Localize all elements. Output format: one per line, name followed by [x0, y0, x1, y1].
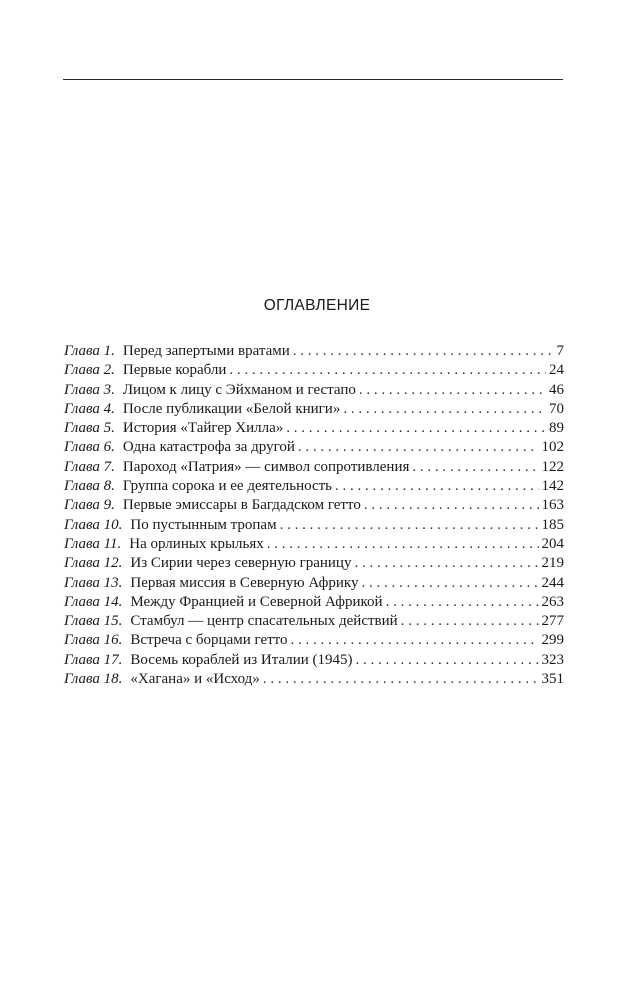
toc-chapter-label: Глава 1. [64, 343, 115, 359]
toc-chapter-label: Глава 5. [64, 420, 115, 437]
toc-page-number: 263 [541, 593, 564, 610]
toc-page-number: 142 [541, 478, 564, 495]
toc-chapter-label: Глава 4. [64, 400, 115, 417]
toc-page-number: 204 [541, 535, 564, 552]
toc-page-number: 299 [541, 632, 564, 649]
toc-dot-leader [386, 593, 539, 612]
toc-dot-leader [263, 670, 539, 689]
toc-chapter-title: Первые корабли [122, 362, 227, 379]
page-title: ОГЛАВЛЕНИЕ [263, 297, 371, 314]
toc-page-number: 46 [549, 381, 564, 398]
toc-entry [64, 381, 564, 400]
toc-chapter-label: Глава 14. [64, 593, 123, 610]
toc-entry [64, 535, 564, 554]
toc-chapter-title: Первые эмиссары в Багдадском гетто [122, 497, 361, 514]
toc-chapter-label: Глава 17. [64, 651, 123, 668]
toc-page-number: 277 [541, 613, 564, 630]
toc-chapter-title: Одна катастрофа за другой [122, 439, 295, 456]
toc-entry [64, 477, 564, 496]
toc-dot-leader [335, 477, 538, 496]
toc-dot-leader [359, 381, 546, 400]
toc-chapter-title: Из Сирии через северную границу [130, 555, 352, 572]
toc-dot-leader [401, 612, 539, 631]
toc-chapter-title: Стамбул — центр спасательных действий [130, 613, 398, 630]
toc-chapter-title: Пароход «Патрия» — символ сопротивления [122, 458, 410, 475]
toc-chapter-title: «Хагана» и «Исход» [130, 671, 260, 688]
toc-page-number: 323 [541, 651, 564, 668]
toc-dot-leader [361, 574, 538, 593]
toc-chapter-title: Лицом к лицу с Эйхманом и гестапо [122, 381, 356, 398]
toc-entry [64, 400, 564, 419]
toc-page-number: 122 [541, 458, 564, 475]
toc-dot-leader [280, 516, 539, 535]
toc-chapter-title: По пустынным тропам [130, 516, 277, 533]
toc-entry [64, 593, 564, 612]
toc-chapter-label: Глава 2. [64, 362, 115, 379]
table-of-contents [64, 342, 564, 689]
toc-dot-leader [293, 342, 554, 361]
toc-chapter-title: Первая миссия в Северную Африку [130, 574, 359, 591]
toc-page-number: 89 [549, 420, 564, 437]
toc-page-number: 102 [541, 439, 564, 456]
toc-chapter-label: Глава 7. [64, 458, 115, 475]
toc-page-number: 185 [541, 516, 564, 533]
toc-chapter-label: Глава 15. [64, 613, 123, 630]
toc-dot-leader [291, 631, 539, 650]
toc-dot-leader [229, 361, 546, 380]
toc-chapter-title: Восемь кораблей из Италии (1945) [130, 651, 353, 668]
toc-chapter-title: На орлиных крыльях [129, 535, 264, 552]
toc-entry [64, 554, 564, 573]
toc-dot-leader [412, 458, 538, 477]
toc-page-number: 70 [549, 400, 564, 417]
toc-entry [64, 342, 564, 361]
toc-chapter-label: Глава 12. [64, 555, 123, 572]
toc-chapter-title: Перед запертыми вратами [122, 343, 290, 359]
toc-dot-leader [354, 554, 538, 573]
toc-entry [64, 631, 564, 650]
toc-dot-leader [286, 419, 546, 438]
toc-entry [64, 496, 564, 515]
toc-dot-leader [267, 535, 539, 554]
toc-entry [64, 361, 564, 380]
toc-chapter-label: Глава 6. [64, 439, 115, 456]
toc-entry [64, 458, 564, 477]
toc-page-number: 351 [541, 671, 564, 688]
toc-chapter-title: Между Францией и Северной Африкой [130, 593, 383, 610]
toc-chapter-label: Глава 9. [64, 497, 115, 514]
toc-dot-leader [356, 651, 539, 670]
toc-page-number: 244 [541, 574, 564, 591]
toc-chapter-label: Глава 16. [64, 632, 123, 649]
toc-chapter-title: После публикации «Белой книги» [122, 400, 341, 417]
toc-chapter-label: Глава 8. [64, 478, 115, 495]
toc-entry [64, 612, 564, 631]
toc-chapter-label: Глава 11. [64, 535, 122, 552]
toc-chapter-title: История «Тайгер Хилла» [122, 420, 284, 437]
toc-chapter-title: Группа сорока и ее деятельность [122, 478, 333, 495]
toc-entry [64, 651, 564, 670]
toc-dot-leader [298, 438, 539, 457]
toc-entry [64, 574, 564, 593]
top-rule [63, 79, 563, 80]
toc-dot-leader [364, 496, 539, 515]
toc-entry [64, 516, 564, 535]
toc-page-number: 163 [541, 497, 564, 514]
toc-page-number: 24 [549, 362, 564, 379]
toc-chapter-label: Глава 13. [64, 574, 123, 591]
toc-chapter-label: Глава 3. [64, 381, 115, 398]
toc-dot-leader [343, 400, 546, 419]
toc-chapter-label: Глава 10. [64, 516, 123, 533]
toc-entry [64, 419, 564, 438]
toc-entry [64, 438, 564, 457]
toc-page-number: 7 [556, 343, 564, 359]
toc-chapter-label: Глава 18. [64, 671, 123, 688]
toc-entry [64, 670, 564, 689]
toc-chapter-title: Встреча с борцами гетто [130, 632, 288, 649]
toc-page-number: 219 [541, 555, 564, 572]
